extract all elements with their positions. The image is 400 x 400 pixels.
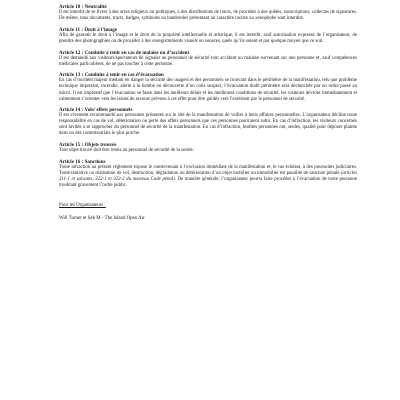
signature-label: Pour les Organisateurs : xyxy=(59,203,106,209)
article-13 xyxy=(59,72,357,102)
article-body: Il est vivement recommandé aux personnes présentes sur le site de la manifestation de veiller à leurs affaires personnelles. L’organisateur décline toute responsabilité en cas de vol, détérioration ou perte des effets personnels que ces personnes pourraient subir. En cas d’infraction, les visiteurs concernés sont invités à se rapprocher du personnel de sécurité de la manifestation. En cas d’infraction, lesdites personnes ont, seules, qualité pour déposer plainte dans un des commissariats le plus proche. xyxy=(59,113,357,137)
article-14 xyxy=(59,107,357,137)
article-body: En cas d’incident majeur mettant en danger la sécurité des usagers et des personnels se trouvant dans le périmètre de la manifestation, tels que problème technique important, incendie, alerte à la bombe ou découverte d’un colis suspect, l’évacuation dudit périmètre sera déclenchée par un ordre passé au micro. Il est impératif que l’évacuation se fasse dans les meilleurs délais et les meilleures conditions de sécurité, les visiteurs devront immédiatement et calmement s’orienter vers les issues de secours prévues à cet effet pour être guidés vers l’extérieur par le personnel de sécurité. xyxy=(59,78,357,102)
article-body-text: De manière générale, l’organisateur pourra faire procéder à l’évacuation de toute personne troublant gravement l’ordre public. xyxy=(59,177,357,189)
article-16 xyxy=(59,159,357,189)
article-body xyxy=(59,165,357,189)
legal-reference: (articles 311-1 et suivants, 322-1 et 322-2 du nouveau Code pénal). xyxy=(59,170,357,183)
article-body: Tout objet trouvé doit être remis au personnel de sécurité de la soirée. xyxy=(59,148,194,154)
article-body: Il est interdit de se livrer à des actes religieux ou politiques, à des distributions de tracts, de procéder à des quêtes, souscriptions, collectes de signatures. De même, tous documents, tracts, badges, symboles ou banderoles présentant un caractère raciste ou xénophobe sont interdits. xyxy=(59,10,357,22)
article-title: Article 16 : Sanctions xyxy=(59,158,106,165)
article-body: Il est demandé aux visiteurs/spectateurs de signaler au personnel de sécurité tout accident ou malaise survenant sur une personne et, sauf compétences médicales particulières, de ne pas toucher à cette personne. xyxy=(59,55,357,67)
article-title: Article 12 : Conduite à tenir en cas de malaise ou d’accident xyxy=(59,49,190,56)
article-title: Article 10 : Neutralité xyxy=(59,4,107,10)
article-15 xyxy=(59,142,357,154)
article-11 xyxy=(59,27,357,45)
article-title: Article 13 : Conduite à tenir en cas d’évacuation xyxy=(59,72,164,79)
article-12 xyxy=(59,50,357,68)
article-title: Article 14 : Vols/ effets personnels xyxy=(59,107,133,114)
article-title: Article 15 : Objets trouvés xyxy=(59,142,117,149)
document-page xyxy=(59,4,357,222)
article-10 xyxy=(59,4,357,22)
article-body-text: Toute infraction au présent règlement expose le contrevenant à l’exclusion immédiate de la manifestation et, le cas échéant, à des poursuites judiciaires. Toute tentative ou réalisation de vol, destruction, dégradation ou détérioration d’un objet mobilier ou immobilier est passible de sanction pénale xyxy=(59,164,357,176)
article-body: Afin de garantir le droit à l’image et le droit de la propriété intellectuelle et artistique, il est interdit, sauf autorisation expresse de l’organisateur, de prendre des photographies ou de procéder à des enregistrements visuels ou sonores, quels qu’ils soient et par quelque moyen que ce soit. xyxy=(59,32,357,44)
signature-names: Will Turner et Seb M - The Island Open Air xyxy=(59,216,145,222)
article-title: Article 11 : Droit à l’image xyxy=(59,26,118,33)
